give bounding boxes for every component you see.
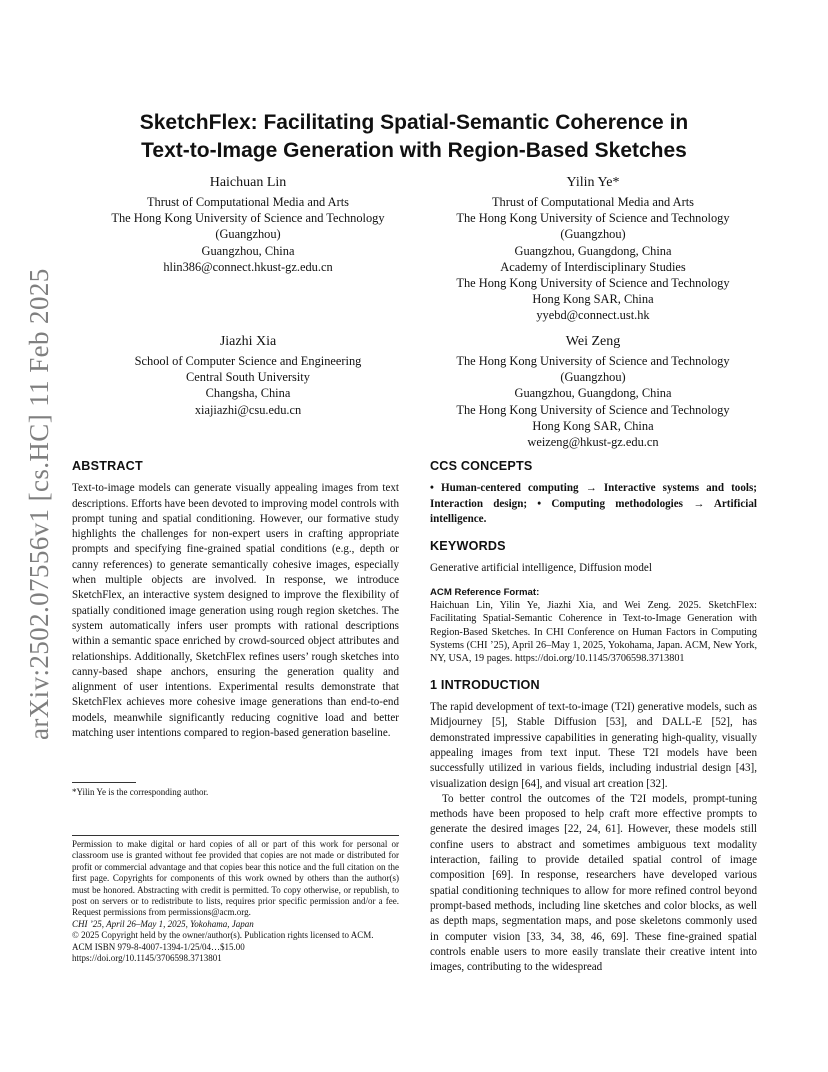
author-email[interactable]: yyebd@connect.ust.hk: [536, 308, 650, 323]
right-column: [430, 459, 757, 975]
author-affiliation: School of Computer Science and Engineering: [134, 354, 362, 368]
author-location: Hong Kong SAR, China: [532, 418, 654, 433]
author-name: Haichuan Lin: [209, 175, 287, 190]
author-name: Yilin Ye*: [566, 175, 620, 190]
author-affiliation: The Hong Kong University of Science and Technology: [456, 276, 730, 291]
author-affiliation: The Hong Kong University of Science and Technology: [456, 402, 730, 417]
permission-text: Permission to make digital or hard copies of all or part of this work for personal or classroom use is granted without fee provided that copies are not made or distributed for profit or commercial advantage and that copies bear this notice and the full citation on the first page. Copyrights for components of this work owned by others than the author(s) must be honored. Abstracting with credit is permitted. To copy otherwise, or republish, to post on servers or to redistribute to lists, requires prior specific permission and/or a fee. Request permissions from permissions@acm.org.: [72, 839, 399, 918]
author-name: Wei Zeng: [565, 334, 621, 349]
author-affiliation: Thrust of Computational Media and Arts: [491, 195, 694, 209]
keywords-heading: KEYWORDS: [430, 539, 506, 554]
author-block-2: [415, 174, 771, 324]
isbn-line: ACM ISBN 979-8-4007-1394-1/25/04…$15.00: [72, 941, 245, 952]
ccs-text: • Human-centered computing → Interactive systems and tools; Interaction design; • Computing methodologies → Artificial intelligence.: [430, 482, 757, 525]
acm-ref-text: Haichuan Lin, Yilin Ye, Jiazhi Xia, and Wei Zeng. 2025. SketchFlex: Facilitating Spatial-Semantic Coherence in Text-to-Image Generation with Region-Based Sketches. In CHI Conference on Human Factors in Computing Systems (CHI ’25), April 26–May 1, 2025, Yokohama, Japan. ACM, New York, NY, USA, 19 pages. https://doi.org/10.1145/3706598.3713801: [430, 599, 757, 665]
left-column: [72, 459, 399, 741]
author-affiliation: (Guangzhou): [215, 227, 281, 242]
keywords-text: Generative artificial intelligence, Diffusion model: [430, 562, 652, 575]
author-affiliation: The Hong Kong University of Science and Technology: [111, 211, 385, 226]
permission-rule: [72, 835, 399, 836]
intro-paragraph-2: To better control the outcomes of the T2I models, prompt-tuning methods have been proposed to help craft more effective prompts to generate the desired images [22, 24, 61]. However, these models still confine users to abstract and sometimes ambiguous text modality interaction, failing to provide detailed spatial control of image composition [69]. In response, researchers have developed various spatial conditioning techniques to allow for more refined control beyond prompt-based methods, including line sketches and color blocks, as well as depth maps, segmentation maps, and pose skeletons commonly used in computer vision [33, 34, 38, 46, 69]. These fine-grained spatial controls enable users to more easily translate their creative intent into images, contributing to the widespread: [430, 792, 757, 974]
intro-heading: 1 INTRODUCTION: [430, 677, 540, 692]
title-line-2: Text-to-Image Generation with Region-Based Sketches: [141, 139, 687, 162]
ccs-heading: CCS CONCEPTS: [430, 459, 533, 473]
author-block-1: [70, 174, 426, 275]
author-location: Hong Kong SAR, China: [532, 292, 654, 307]
footnote: *Yilin Ye is the corresponding author.: [72, 787, 209, 797]
author-location: Guangzhou, Guangdong, China: [514, 243, 672, 258]
author-affiliation: Thrust of Computational Media and Arts: [146, 195, 349, 209]
author-block-4: [415, 333, 771, 450]
author-location: Guangzhou, Guangdong, China: [514, 386, 672, 401]
author-affiliation: (Guangzhou): [560, 370, 626, 385]
abstract-heading: ABSTRACT: [72, 459, 143, 473]
arxiv-stamp: arXiv:2502.07556v1 [cs.HC] 11 Feb 2025: [24, 268, 54, 740]
author-affiliation: The Hong Kong University of Science and Technology: [456, 211, 730, 226]
author-email[interactable]: weizeng@hkust-gz.edu.cn: [527, 435, 659, 450]
author-affiliation: Central South University: [186, 370, 310, 385]
author-affiliation: The Hong Kong University of Science and Technology: [456, 354, 730, 368]
acm-ref-heading: ACM Reference Format:: [430, 586, 540, 598]
copyright-line: © 2025 Copyright held by the owner/author(s). Publication rights licensed to ACM.: [72, 930, 374, 941]
footnote-rule: [72, 782, 136, 783]
author-affiliation: (Guangzhou): [560, 227, 626, 242]
abstract-text: Text-to-image models can generate visually appealing images from text descriptions. Efforts have been devoted to improving model controls with prompt tuning and spatial conditioning. However, our formative study highlights the challenges for non-expert users in crafting appropriate prompts and specifying fine-grained spatial conditions (e.g., depth or canny references) to generate semantically cohesive images, especially when multiple objects are involved. In response, we introduce SketchFlex, an interactive system designed to improve the flexibility of spatially conditioned image generation using rough region sketches. The system automatically infers user prompts with rational descriptions within a semantic space enriched by crowd-sourced object attributes and relationships. Additionally, SketchFlex refines users’ rough sketches into canny-based shape anchors, ensuring the generation quality and alignment of user intentions. Experimental results demonstrate that SketchFlex achieves more cohesive image generations than end-to-end models, meanwhile significantly reducing cognitive load and better matching user intentions compared to region-based generation baseline.: [72, 482, 399, 740]
author-email[interactable]: hlin386@connect.hkust-gz.edu.cn: [163, 259, 333, 274]
author-location: Changsha, China: [205, 386, 291, 401]
author-name: Jiazhi Xia: [219, 334, 277, 349]
paper-title: [70, 109, 758, 165]
conference-line: CHI ’25, April 26–May 1, 2025, Yokohama, Japan: [72, 918, 254, 929]
title-line-1: SketchFlex: Facilitating Spatial-Semantic Coherence in: [139, 111, 689, 134]
permission-block: [72, 839, 399, 964]
doi-link[interactable]: https://doi.org/10.1145/3706598.3713801: [72, 953, 222, 964]
author-location: Guangzhou, China: [201, 243, 295, 258]
author-block-3: [70, 333, 426, 418]
author-email[interactable]: xiajiazhi@csu.edu.cn: [194, 402, 302, 417]
author-affiliation: Academy of Interdisciplinary Studies: [500, 259, 686, 274]
intro-paragraph-1: The rapid development of text-to-image (T2I) generative models, such as Midjourney [5], Stable Diffusion [53], and DALL-E [52], has demonstrated impressive capabilities in generating high-quality, visually appealing images from text input. These T2I models have been successfully utilized in various fields, including industrial design [43], visualization design [64], and visual art creation [32].: [430, 701, 757, 790]
